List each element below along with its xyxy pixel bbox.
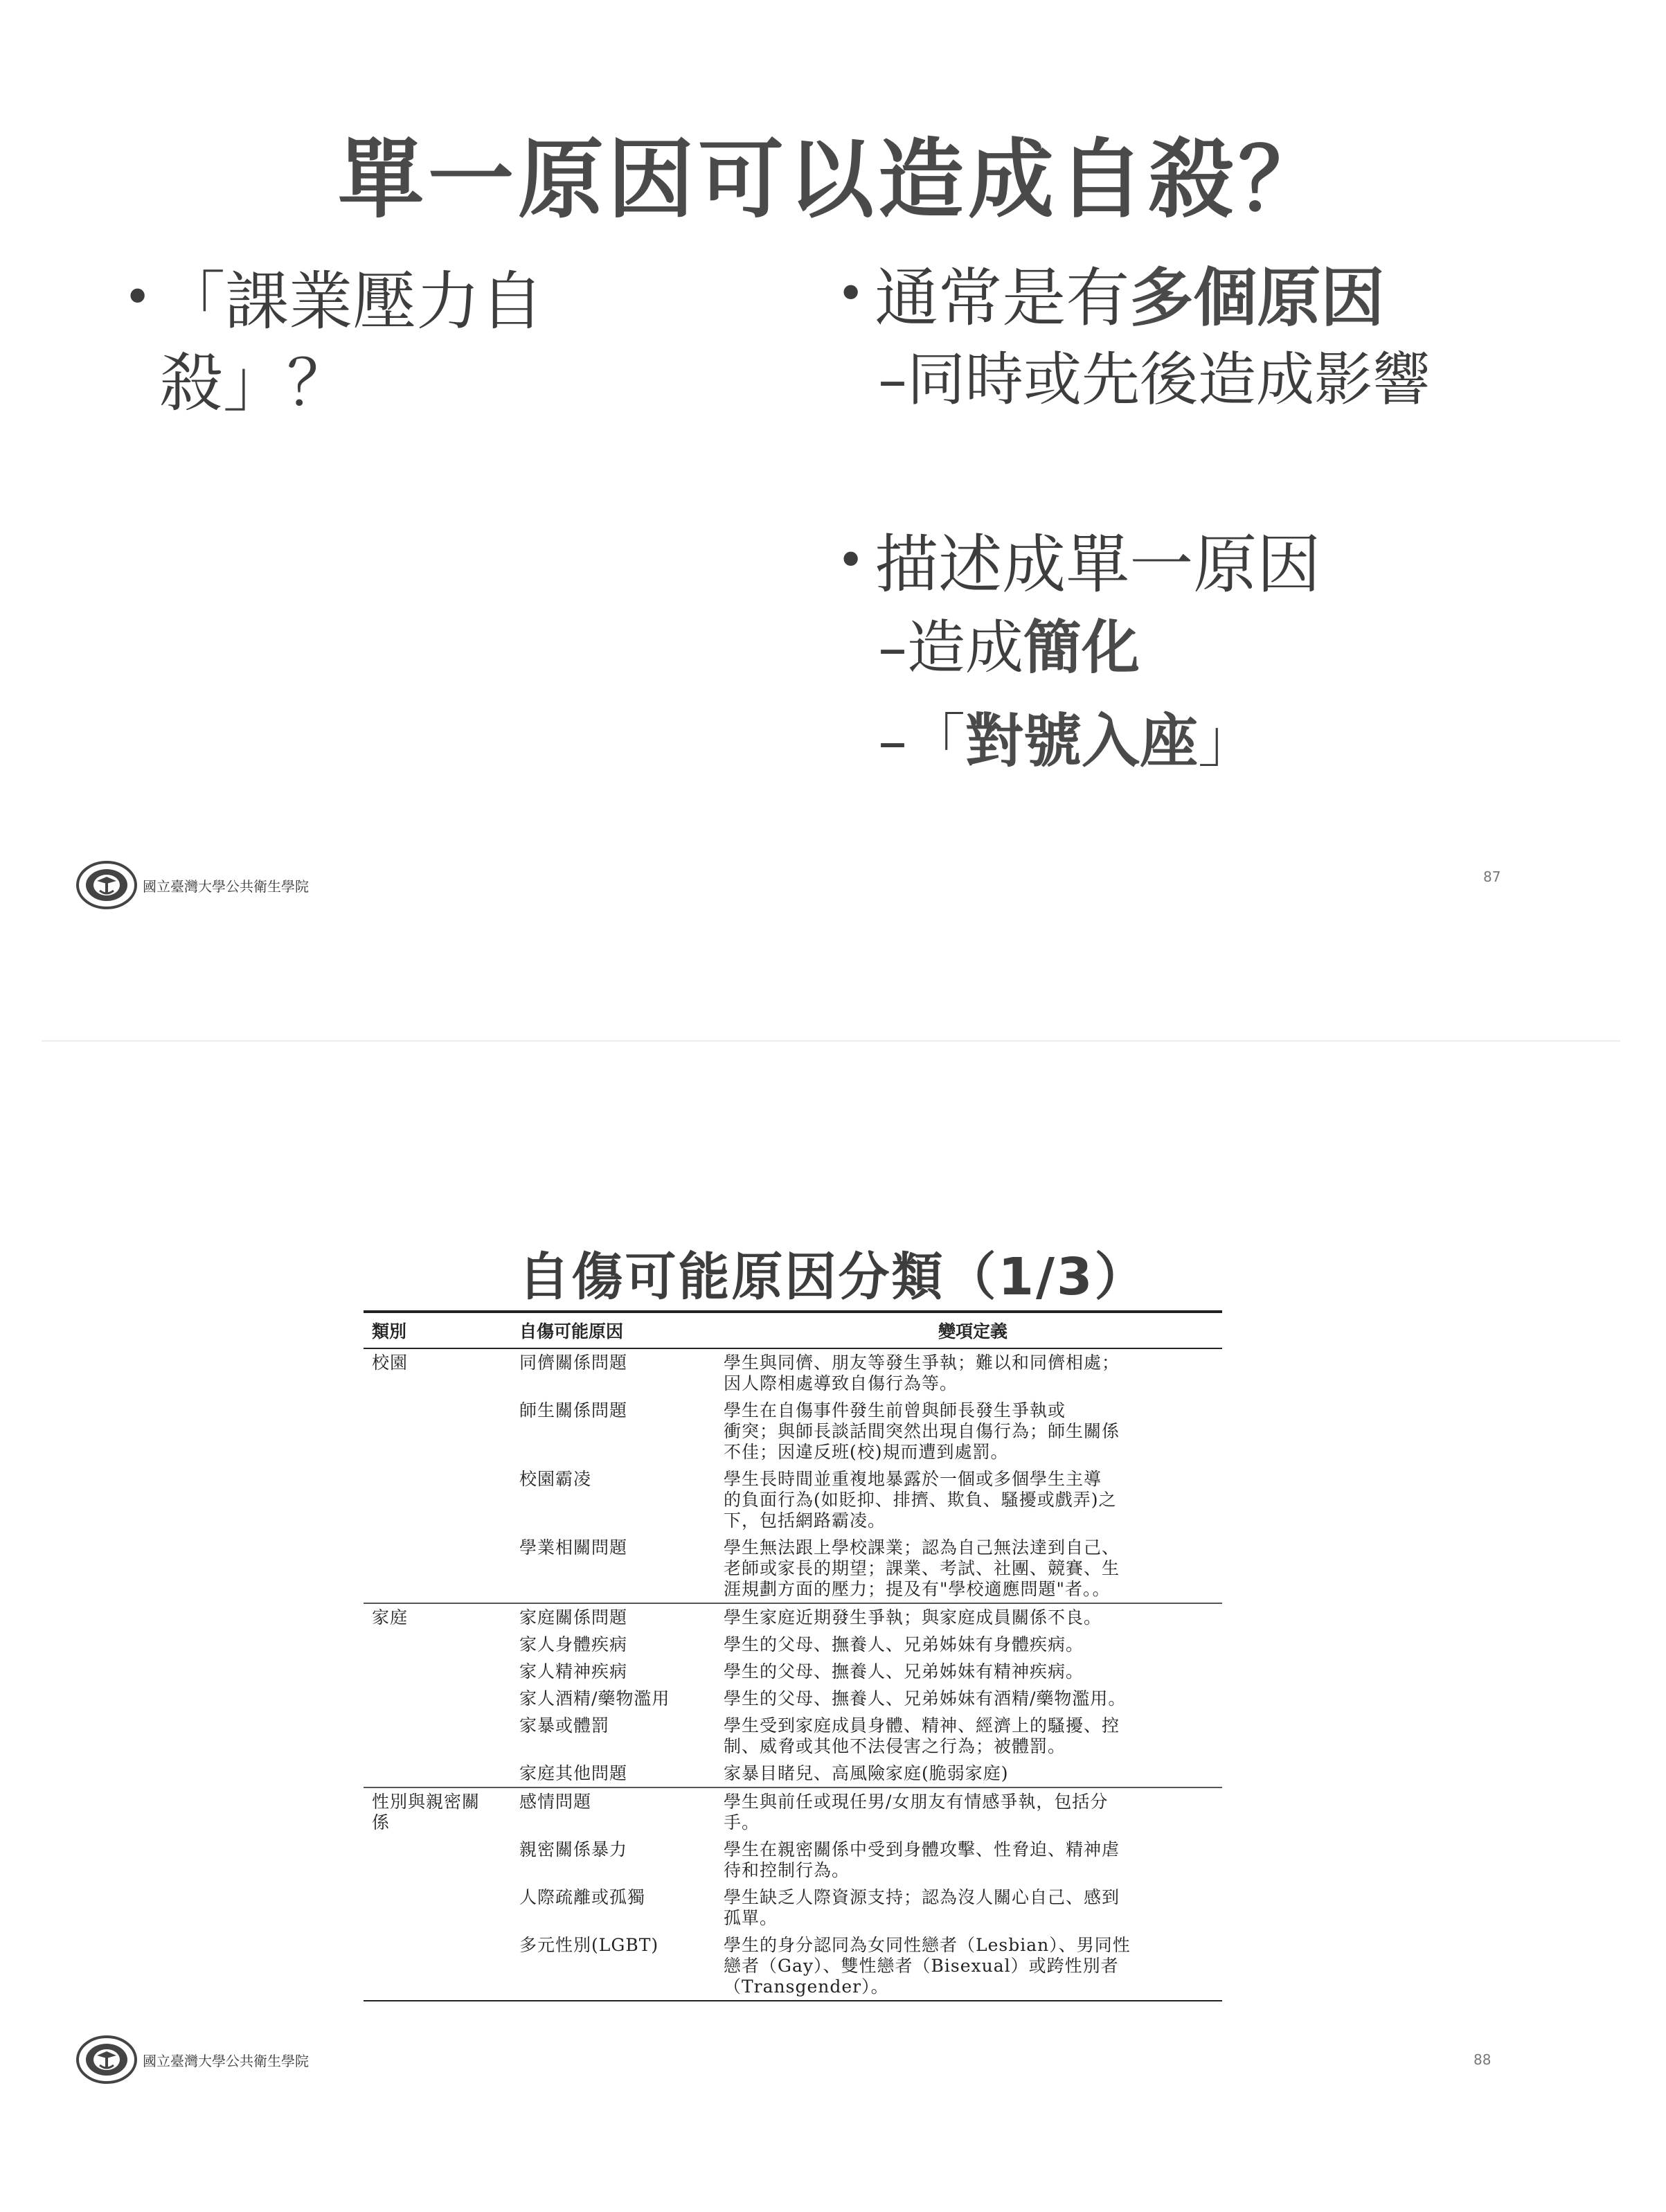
row-category <box>364 1469 512 1531</box>
sub-prefix: –「 <box>878 707 966 775</box>
bullet-multiple-causes <box>836 253 1384 339</box>
row-cause: 家庭其他問題 <box>519 1763 628 1783</box>
table-row <box>364 1932 1222 2000</box>
table-row <box>364 1884 1222 1932</box>
table-row <box>364 1397 1222 1465</box>
sub-bullet-simplify <box>878 609 1140 686</box>
table-bottom-rule <box>364 2000 1222 2001</box>
sub-suffix: 」 <box>1198 707 1257 775</box>
table-row <box>364 1685 1222 1712</box>
bullet-text: 描述成單一原因 <box>875 528 1321 602</box>
row-category <box>364 1935 512 1997</box>
sub-prefix: –造成 <box>878 614 1024 681</box>
bullet-left-line1: 「課業壓力自 <box>161 265 544 339</box>
table-row <box>364 1631 1222 1658</box>
row-definition: 學生與前任或現任男/女朋友有情感爭執，包括分 手。 <box>724 1792 1109 1832</box>
row-category <box>364 1715 512 1757</box>
table-row <box>364 1788 1222 1836</box>
row-definition: 學生在自傷事件發生前曾與師長發生爭執或 衝突；與師長談話間突然出現自傷行為；師生關係 不佳；因違反班(校)規而遭到處罰。 <box>724 1400 1120 1462</box>
row-cause: 同儕關係問題 <box>519 1353 628 1373</box>
row-definition: 學生受到家庭成員身體、精神、經濟上的騷擾、控 制、威脅或其他不法侵害之行為；被體罰。 <box>724 1715 1120 1756</box>
row-definition: 學生長時間並重複地暴露於一個或多個學生主導 的負面行為(如貶抑、排擠、欺負、騷擾或戲弄)之 下，包括網路霸凌。 <box>724 1469 1117 1531</box>
table-row <box>364 1712 1222 1760</box>
bullet-left <box>123 256 650 425</box>
table-row <box>364 1836 1222 1884</box>
bullet-dot: • <box>836 532 866 589</box>
sub-bullet-simultaneous: –同時或先後造成影響 <box>878 346 1431 413</box>
row-cause: 感情問題 <box>519 1792 592 1812</box>
row-category <box>364 1661 512 1682</box>
row-cause: 家人酒精/藥物濫用 <box>519 1688 670 1709</box>
sub-bold: 對號入座 <box>965 707 1199 775</box>
table-header <box>364 1313 1222 1348</box>
sub-bullet-label <box>878 703 1256 779</box>
row-category <box>364 1400 512 1463</box>
row-cause: 家庭關係問題 <box>519 1607 628 1627</box>
slide-title: 單一原因可以造成自殺？ <box>337 130 1328 230</box>
table-row <box>364 1760 1222 1787</box>
row-definition: 學生與同儕、朋友等發生爭執；難以和同儕相處； 因人際相處導致自傷行為等。 <box>724 1353 1120 1393</box>
row-cause: 多元性別(LGBT) <box>519 1935 659 1955</box>
row-definition: 學生的父母、撫養人、兄弟姊妹有酒精/藥物濫用。 <box>724 1688 1127 1709</box>
row-cause: 家暴或體罰 <box>519 1715 610 1736</box>
row-category <box>364 1763 512 1784</box>
bullet-single-cause <box>836 519 1320 606</box>
row-cause: 校園霸凌 <box>519 1469 592 1489</box>
table-row <box>364 1349 1222 1397</box>
row-definition: 學生的父母、撫養人、兄弟姊妹有身體疾病。 <box>724 1634 1084 1654</box>
row-definition: 學生的身分認同為女同性戀者（Lesbian）、男同性 戀者（Gay）、雙性戀者（Bisexual）或跨性別者 （Transgender）。 <box>724 1935 1131 1997</box>
bullet-left-line2: 殺」？ <box>159 346 351 420</box>
footer-institution: 國立臺灣大學公共衛生學院 <box>143 2052 309 2069</box>
page-number: 88 <box>1474 2051 1492 2068</box>
table-row <box>364 1465 1222 1534</box>
header-definition: 變項定義 <box>938 1321 1007 1341</box>
table-row <box>364 1534 1222 1603</box>
header-category: 類別 <box>372 1321 407 1341</box>
row-cause: 家人身體疾病 <box>519 1634 628 1654</box>
table-row <box>364 1604 1222 1631</box>
row-category: 性別與親密關 係 <box>372 1792 481 1832</box>
row-cause: 人際疏離或孤獨 <box>519 1887 646 1907</box>
row-category <box>364 1839 512 1881</box>
row-category: 家庭 <box>372 1607 409 1627</box>
footer-institution: 國立臺灣大學公共衛生學院 <box>143 877 309 895</box>
ntu-public-health-logo-icon <box>76 860 137 910</box>
row-definition: 學生無法跟上學校課業；認為自己無法達到自己、 老師或家長的期望；課業、考試、社團、競賽、生 涯規劃方面的壓力；提及有"學校適應問題"者。。 <box>724 1537 1120 1599</box>
cause-classification-table <box>364 1310 1222 2001</box>
row-definition: 家暴目睹兒、高風險家庭(脆弱家庭) <box>724 1763 1009 1783</box>
bullet-text: 通常是有 <box>875 261 1130 335</box>
sub-bold: 簡化 <box>1023 614 1140 681</box>
row-cause: 家人精神疾病 <box>519 1661 628 1682</box>
row-category <box>364 1634 512 1655</box>
table-row <box>364 1658 1222 1685</box>
row-category <box>364 1688 512 1709</box>
row-definition: 學生在親密關係中受到身體攻擊、性脅迫、精神虐 待和控制行為。 <box>724 1839 1120 1880</box>
slide-footer <box>76 860 309 910</box>
bullet-text-bold: 多個原因 <box>1129 261 1385 335</box>
page-number: 87 <box>1483 868 1501 885</box>
bullet-dot: • <box>123 269 152 325</box>
header-cause: 自傷可能原因 <box>519 1321 624 1341</box>
slide-88 <box>0 1039 1666 2212</box>
row-category <box>364 1537 512 1600</box>
slide-87 <box>0 0 1666 1039</box>
row-cause: 師生關係問題 <box>519 1400 628 1420</box>
row-definition: 學生的父母、撫養人、兄弟姊妹有精神疾病。 <box>724 1661 1084 1682</box>
row-cause: 學業相關問題 <box>519 1537 628 1558</box>
slide-footer <box>76 2035 309 2085</box>
row-cause: 親密關係暴力 <box>519 1839 628 1859</box>
bullet-dot: • <box>836 265 866 322</box>
slide-title: 自傷可能原因分類（1/3） <box>518 1247 1148 1307</box>
table-body <box>364 1349 1222 2001</box>
row-category <box>364 1887 512 1929</box>
row-category: 校園 <box>372 1353 409 1373</box>
row-definition: 學生缺乏人際資源支持；認為沒人關心自己、感到 孤單。 <box>724 1887 1120 1928</box>
row-definition: 學生家庭近期發生爭執；與家庭成員關係不良。 <box>724 1607 1102 1627</box>
ntu-public-health-logo-icon <box>76 2035 137 2085</box>
